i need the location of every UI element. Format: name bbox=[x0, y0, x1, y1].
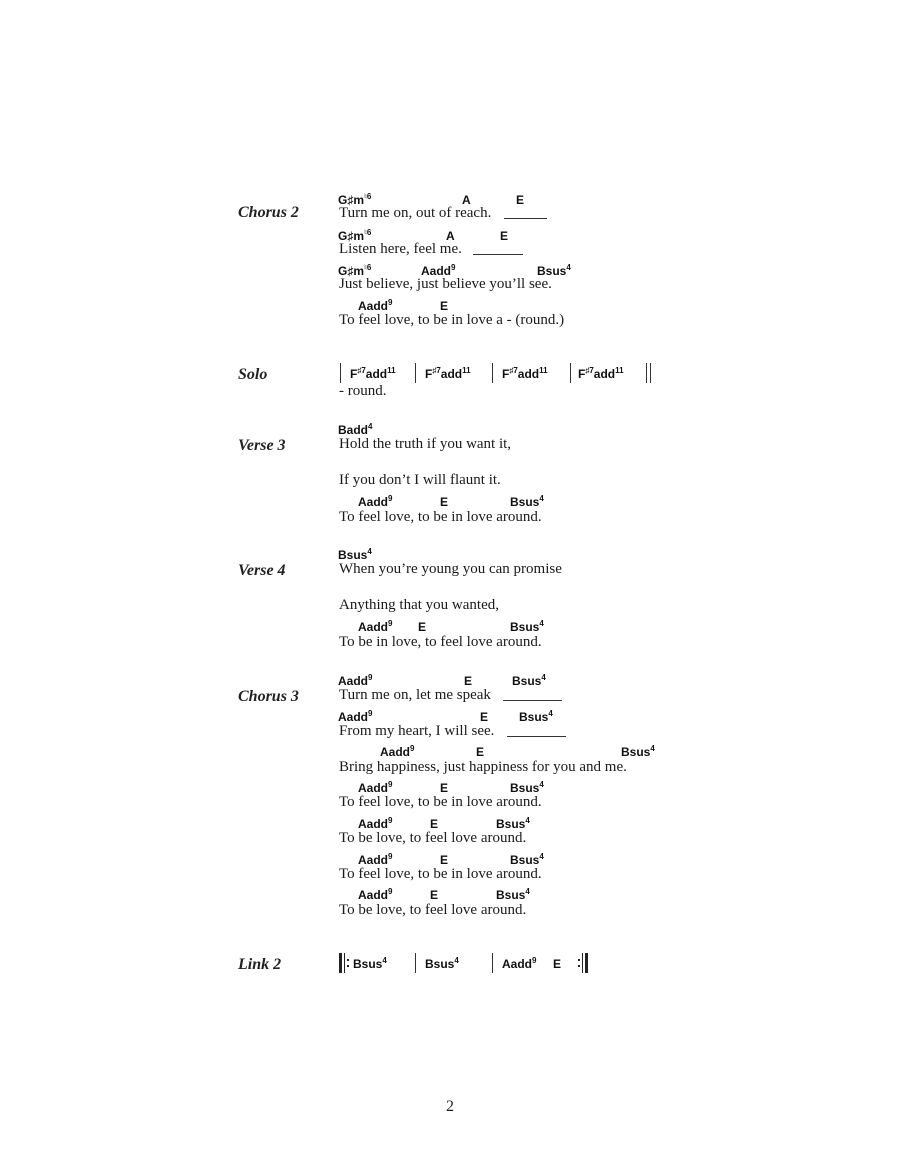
chord-e: E bbox=[516, 193, 525, 207]
chord-bsus4: Bsus$^4$ bbox=[496, 816, 530, 831]
section-label-link-2: Link 2 bbox=[238, 956, 282, 973]
chord-aadd9: Aadd$^9$ bbox=[380, 744, 415, 759]
chord-aadd9: Aadd$^9$ bbox=[358, 780, 393, 795]
chord-bsus4: Bsus$^4$ bbox=[510, 494, 544, 509]
chord-aadd9: Aadd$^9$ bbox=[358, 619, 393, 634]
extender-line bbox=[473, 254, 523, 255]
chord-bsus4: Bsus$^4$ bbox=[496, 887, 530, 902]
chord-bsus4: Bsus$^4$ bbox=[519, 709, 553, 724]
chord-fsharp7add11: $F^{♯7}add^{11}$ bbox=[578, 366, 624, 381]
page-number: 2 bbox=[446, 1098, 454, 1115]
chord-gsharp-m6: $G♯m^{♮6}$ bbox=[338, 228, 372, 243]
lyric-line: To be in love, to feel love around. bbox=[339, 634, 542, 650]
lyric-line: Just believe, just believe you’ll see. bbox=[339, 276, 552, 292]
extender-line bbox=[503, 700, 562, 701]
bar-line bbox=[415, 953, 416, 973]
chord-gsharp-m6: $G♯m^{♮6}$ bbox=[338, 263, 372, 278]
lyric-line: Bring happiness, just happiness for you and me. bbox=[339, 759, 627, 775]
bar-line bbox=[492, 363, 493, 383]
chord-aadd9: Aadd$^9$ bbox=[358, 298, 393, 313]
chord-e: E bbox=[500, 229, 509, 243]
chord-aadd9: Aadd$^9$ bbox=[358, 852, 393, 867]
chord-aadd9: Aadd$^9$ bbox=[502, 956, 537, 971]
chord-e: E bbox=[480, 710, 489, 724]
bar-line bbox=[340, 363, 341, 383]
extender-line bbox=[504, 218, 547, 219]
chord-e: E bbox=[476, 745, 485, 759]
lyric-line: To feel love, to be in love around. bbox=[339, 794, 542, 810]
lyric-line: Turn me on, out of reach. bbox=[339, 205, 492, 221]
chord-e: E bbox=[553, 957, 562, 971]
lyric-line: From my heart, I will see. bbox=[339, 723, 495, 739]
repeat-end-barline bbox=[578, 953, 588, 973]
chord-bsus4: Bsus$^4$ bbox=[537, 263, 571, 278]
chord-bsus4: Bsus$^4$ bbox=[338, 547, 372, 562]
extender-line bbox=[507, 736, 566, 737]
section-label-solo: Solo bbox=[238, 366, 268, 383]
chord-e: E bbox=[440, 781, 449, 795]
bar-line bbox=[492, 953, 493, 973]
chord-bsus4: Bsus$^4$ bbox=[512, 673, 546, 688]
chord-bsus4: Bsus$^4$ bbox=[353, 956, 387, 971]
chord-bsus4: Bsus$^4$ bbox=[510, 852, 544, 867]
chord-bsus4: Bsus$^4$ bbox=[621, 744, 655, 759]
lyric-line: To feel love, to be in love around. bbox=[339, 509, 542, 525]
chord-gsharp-m6: $G♯m^{♮6}$ bbox=[338, 192, 372, 207]
lyric-line: To be love, to feel love around. bbox=[339, 830, 527, 846]
chord-e: E bbox=[430, 817, 439, 831]
lyric-line: When you’re young you can promise bbox=[339, 561, 562, 577]
lyric-line: - round. bbox=[339, 383, 387, 399]
bar-line bbox=[570, 363, 571, 383]
chord-bsus4: Bsus$^4$ bbox=[425, 956, 459, 971]
chord-fsharp7add11: $F^{♯7}add^{11}$ bbox=[425, 366, 471, 381]
bar-line bbox=[415, 363, 416, 383]
chord-fsharp7add11: $F^{♯7}add^{11}$ bbox=[502, 366, 548, 381]
lyric-line: To be love, to feel love around. bbox=[339, 902, 527, 918]
lyric-line: Anything that you wanted, bbox=[339, 597, 499, 613]
lyric-line: Listen here, feel me. bbox=[339, 241, 462, 257]
chord-a: A bbox=[446, 229, 455, 243]
chord-fsharp7add11: $F^{♯7}add^{11}$ bbox=[350, 366, 396, 381]
section-label-verse-3: Verse 3 bbox=[238, 437, 286, 454]
chord-aadd9: Aadd$^9$ bbox=[338, 709, 373, 724]
section-label-verse-4: Verse 4 bbox=[238, 562, 286, 579]
chord-bsus4: Bsus$^4$ bbox=[510, 780, 544, 795]
chord-aadd9: Aadd$^9$ bbox=[358, 816, 393, 831]
chord-bsus4: Bsus$^4$ bbox=[510, 619, 544, 634]
chord-e: E bbox=[418, 620, 427, 634]
lyric-line: To feel love, to be in love a - (round.) bbox=[339, 312, 565, 328]
lyric-line: If you don’t I will flaunt it. bbox=[339, 472, 501, 488]
chord-e: E bbox=[440, 299, 449, 313]
final-barline bbox=[646, 363, 651, 383]
chord-aadd9: Aadd$^9$ bbox=[358, 887, 393, 902]
repeat-start-barline bbox=[339, 953, 349, 973]
lyric-line: Hold the truth if you want it, bbox=[339, 436, 512, 452]
chord-aadd9: Aadd$^9$ bbox=[421, 263, 456, 278]
chord-e: E bbox=[464, 674, 473, 688]
section-label-chorus-2: Chorus 2 bbox=[238, 204, 299, 221]
chord-aadd9: Aadd$^9$ bbox=[358, 494, 393, 509]
lyric-line: To feel love, to be in love around. bbox=[339, 866, 542, 882]
chord-e: E bbox=[440, 495, 449, 509]
chord-badd4: Badd$^4$ bbox=[338, 422, 373, 437]
chord-e: E bbox=[440, 853, 449, 867]
chord-aadd9: Aadd$^9$ bbox=[338, 673, 373, 688]
chord-a: A bbox=[462, 193, 471, 207]
chord-e: E bbox=[430, 888, 439, 902]
section-label-chorus-3: Chorus 3 bbox=[238, 688, 299, 705]
lyric-line: Turn me on, let me speak bbox=[339, 687, 491, 703]
